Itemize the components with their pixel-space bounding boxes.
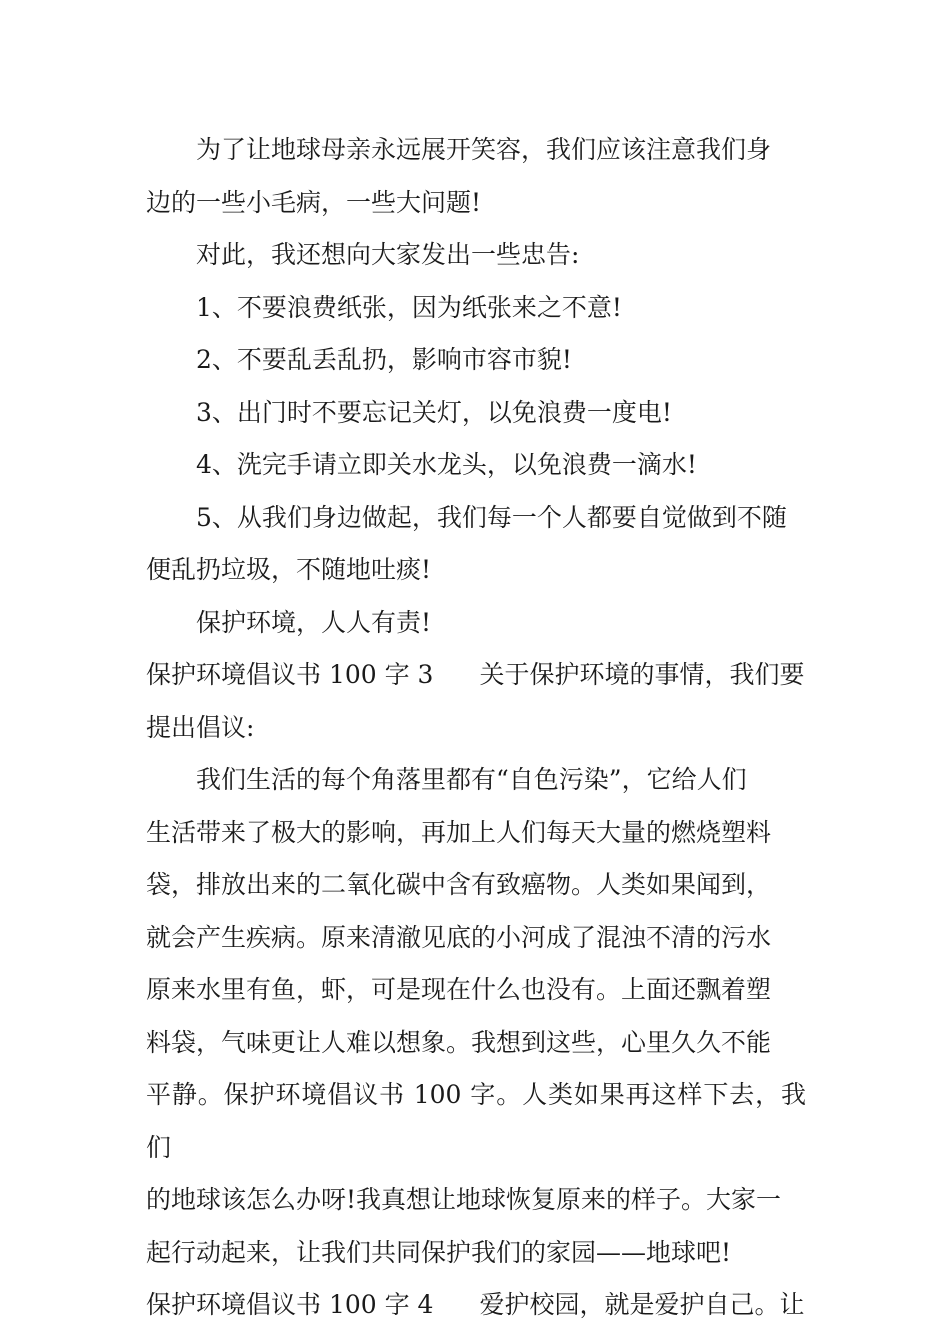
list-item bbox=[146, 282, 806, 335]
section-heading: 保护环境倡议书 100 字 3 bbox=[146, 660, 434, 689]
list-item bbox=[146, 334, 806, 387]
text-line: 4、洗完手请立即关水龙头，以免浪费一滴水! bbox=[196, 450, 697, 479]
list-item bbox=[146, 492, 806, 597]
section-heading-paragraph bbox=[146, 1279, 806, 1332]
text-line: 生活带来了极大的影响，再加上人们每天大量的燃烧塑料 bbox=[146, 817, 772, 847]
paragraph bbox=[146, 754, 806, 1279]
paragraph bbox=[146, 597, 806, 650]
text-line: 原来水里有鱼，虾，可是现在什么也没有。上面还飘着塑 bbox=[146, 975, 772, 1004]
section-lead: 爱护校园，就是爱护自己。让 bbox=[479, 1290, 805, 1319]
paragraph bbox=[146, 124, 806, 229]
document-body bbox=[146, 124, 806, 1332]
text-line: 为了让地球母亲永远展开笑容，我们应该注意我们身 bbox=[196, 135, 772, 164]
section-lead: 关于保护环境的事情，我们要 bbox=[479, 660, 805, 689]
section-heading-paragraph bbox=[146, 649, 806, 754]
text-line: 对此，我还想向大家发出一些忠告: bbox=[196, 240, 580, 269]
text-line: 保护环境，人人有责! bbox=[196, 607, 432, 637]
text-line: 便乱扔垃圾，不随地吐痰! bbox=[146, 555, 432, 584]
list-item bbox=[146, 387, 806, 440]
text-line: 料袋，气味更让人难以想象。我想到这些，心里久久不能 bbox=[146, 1027, 772, 1057]
text-line: 5、从我们身边做起，我们每一个人都要自觉做到不随 bbox=[196, 502, 787, 532]
text-line: 3、出门时不要忘记关灯，以免浪费一度电! bbox=[196, 397, 672, 427]
text-line: 我们生活的每个角落里都有“自色污染”，它给人们 bbox=[196, 765, 747, 794]
text-line: 1、不要浪费纸张，因为纸张来之不意! bbox=[196, 292, 622, 322]
text-line: 起行动起来，让我们共同保护我们的家园——地球吧! bbox=[146, 1237, 732, 1267]
section-line bbox=[146, 649, 806, 702]
paragraph bbox=[146, 229, 806, 282]
text-line: 袋，排放出来的二氧化碳中含有致癌物。人类如果闻到， bbox=[146, 870, 772, 899]
text-line: 边的一些小毛病，一些大问题! bbox=[146, 187, 482, 217]
text-line: 提出倡议: bbox=[146, 712, 255, 742]
text-line: 的地球该怎么办呀!我真想让地球恢复原来的样子。大家一 bbox=[146, 1185, 782, 1214]
text-line: 就会产生疾病。原来清澈见底的小河成了混浊不清的污水 bbox=[146, 922, 772, 952]
text-line: 2、不要乱丢乱扔，影响市容市貌! bbox=[196, 345, 572, 374]
list-item bbox=[146, 439, 806, 492]
text-line: 平静。保护环境倡议书 100 字。人类如果再这样下去，我们 bbox=[146, 1080, 806, 1162]
section-line bbox=[146, 1279, 806, 1332]
section-heading: 保护环境倡议书 100 字 4 bbox=[146, 1290, 434, 1319]
